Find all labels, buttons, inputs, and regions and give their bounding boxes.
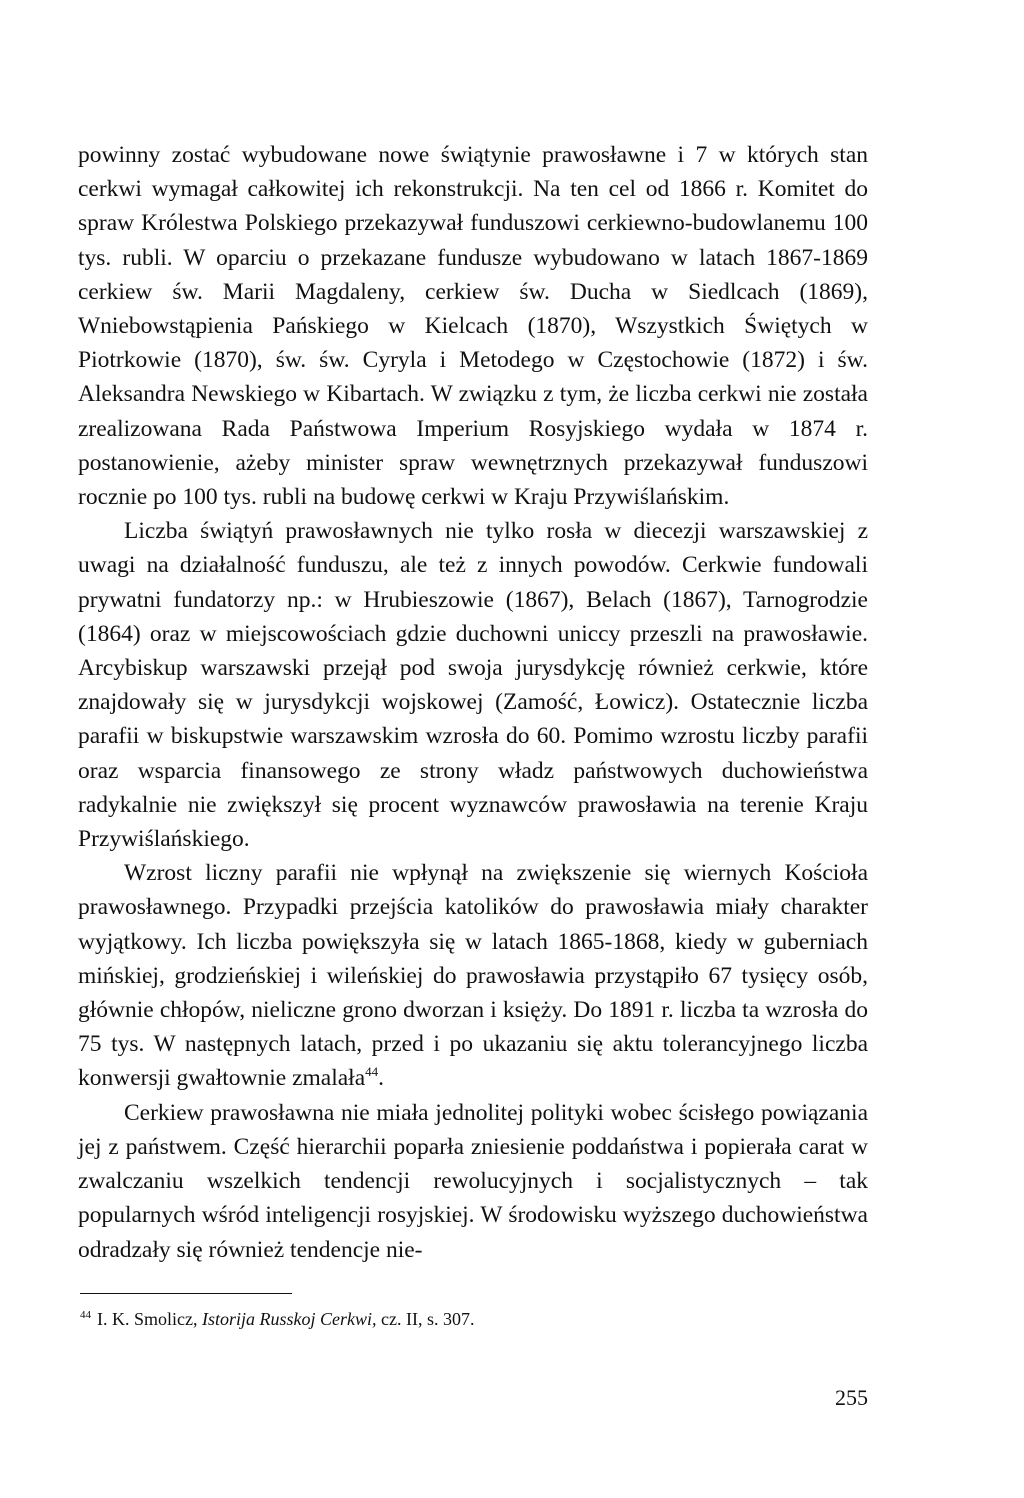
paragraph-3-text: Wzrost liczny parafii nie wpłynął na zwiększenie się wiernych Kościoła prawosławnego. Przypadki przejścia katolików do prawosławia miały charakter wyjątkowy. Ich liczba powiększyła się w latach 1865-1868, kiedy w guberniach mińskiej, grodzieńskiej i wileńskiej do prawosławia przystąpiło 67 tysięcy osób, głównie chłopów, nieliczne grono dworzan i księży. Do 1891 r. liczba ta wzrosła do 75 tys. W następnych latach, przed i po ukazaniu się aktu tolerancyjnego liczba konwersji gwałtownie zmalała — [78, 860, 868, 1092]
footnote-author: I. K. Smolicz, — [97, 1309, 198, 1329]
paragraph-1 — [78, 138, 868, 514]
paragraph-3 — [78, 856, 868, 1095]
footnote-title: Istorija Russkoj Cerkwi, — [202, 1309, 377, 1329]
footnote — [80, 1306, 860, 1332]
paragraph-2-text: Liczba świątyń prawosławnych nie tylko rosła w diecezji warszawskiej z uwagi na działalność funduszu, ale też z innych powodów. Cerkwie fundowali prywatni fundatorzy np.: w Hrubieszowie (1867), Belach (1867), Tarnogrodzie (1864) oraz w miejscowościach gdzie duchowni uniccy przeszli na prawosławie. Arcybiskup warszawski przejął pod swoja jurysdykcję również cerkwie, które znajdowały się w jurysdykcji wojskowej (Zamość, Łowicz). Ostatecznie liczba parafii w biskupstwie warszawskim wzrosła do 60. Pomimo wzrostu liczby parafii oraz wsparcia finansowego ze strony władz państwowych duchowieństwa radykalnie nie zwiększył się procent wyznawców prawosławia na terenie Kraju Przywiślańskiego. — [78, 518, 868, 853]
paragraph-3-tail: . — [378, 1065, 385, 1092]
paragraph-4 — [78, 1096, 868, 1267]
paragraph-4-text: Cerkiew prawosławna nie miała jednolitej polityki wobec ścisłego powiązania jej z państwem. Część hierarchii poparła zniesienie poddaństwa i popierała carat w zwalczaniu wszelkich tendencji rewolucyjnych i socjalistycznych – tak popularnych wśród inteligencji rosyjskiej. W środowisku wyższego duchowieństwa odradzały się również tendencje nie- — [78, 1099, 868, 1263]
page-number: 255 — [835, 1385, 868, 1410]
body-text — [78, 138, 868, 1267]
paragraph-1-text: powinny zostać wybudowane nowe świątynie prawosławne i 7 w których stan cerkwi wymagał całkowitej ich rekonstrukcji. Na ten cel od 1866 r. Komitet do spraw Królestwa Polskiego przekazywał funduszowi cerkiewno-budowlanemu 100 tys. rubli. W oparciu o przekazane fundusze wybudowano w latach 1867-1869 cerkiew św. Marii Magdaleny, cerkiew św. Ducha w Siedlcach (1869), Wniebowstąpienia Pańskiego w Kielcach (1870), Wszystkich Świętych w Piotrkowie (1870), św. św. Cyryla i Metodego w Częstochowie (1872) i św. Aleksandra Newskiego w Kibartach. W związku z tym, że liczba cerkwi nie została zrealizowana Rada Państwowa Imperium Rosyjskiego wydała w 1874 r. postanowienie, ażeby minister spraw wewnętrznych przekazywał funduszowi rocznie po 100 tys. rubli na budowę cerkwi w Kraju Przywiślańskim. — [78, 142, 868, 511]
footnote-divider — [80, 1293, 292, 1294]
footnote-rest: cz. II, s. 307. — [381, 1309, 475, 1329]
footnote-reference[interactable]: 44 — [365, 1064, 379, 1080]
paragraph-2 — [78, 514, 868, 856]
footnote-number: 44 — [80, 1309, 91, 1321]
